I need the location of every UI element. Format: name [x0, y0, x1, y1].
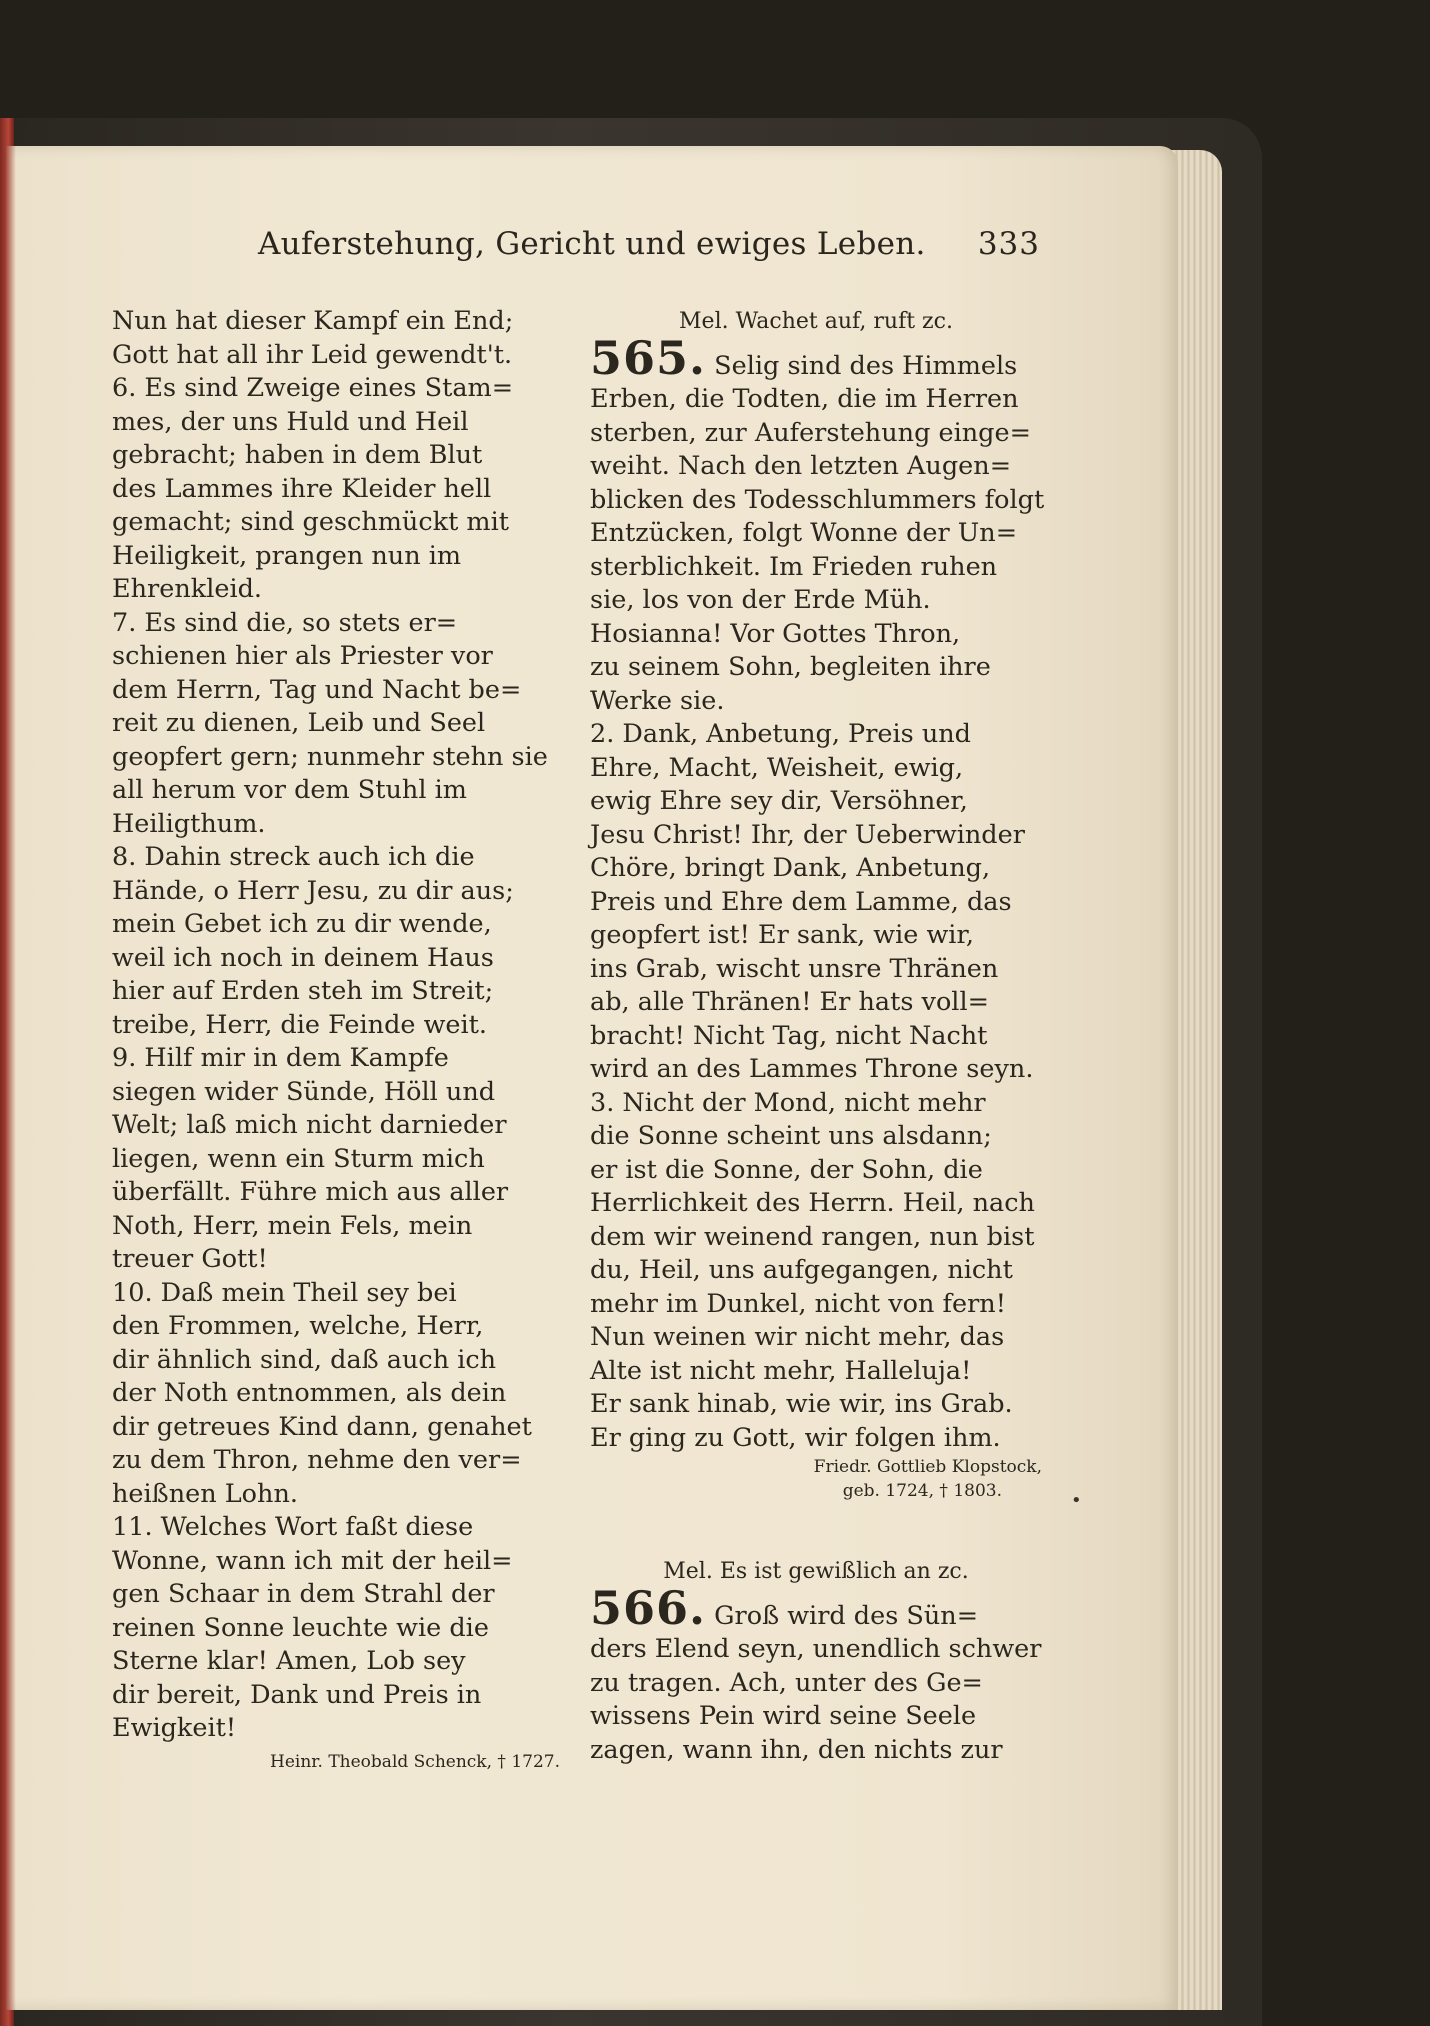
text-line: blicken des Todesschlummers folgt — [590, 484, 1045, 515]
text-line: zu tragen. Ach, unter des Ge= — [590, 1667, 983, 1698]
text-line: Hosianna! Vor Gottes Thron, — [590, 618, 961, 649]
text-line: die Sonne scheint uns alsdann; — [590, 1121, 992, 1151]
text-line: ewig Ehre sey dir, Versöhner, — [590, 786, 968, 816]
text-line: reinen Sonne leuchte wie die — [112, 1612, 489, 1643]
text-line: mehr im Dunkel, nicht von fern! — [590, 1288, 1006, 1319]
text-line: 2. Dank, Anbetung, Preis und — [590, 719, 972, 749]
text-line: dem Herrn, Tag und Nacht be= — [112, 674, 522, 705]
text-line: des Lammes ihre Kleider hell — [112, 473, 492, 504]
text-line: gen Schaar in dem Strahl der — [112, 1579, 495, 1609]
text-line: dir getreues Kind dann, genahet — [112, 1411, 532, 1442]
text-line: 9. Hilf mir in dem Kampfe — [112, 1043, 449, 1073]
text-line: gebracht; haben in dem Blut — [112, 440, 483, 470]
text-line: mes, der uns Huld und Heil — [112, 406, 469, 437]
text-line: du, Heil, uns aufgegangen, nicht — [590, 1255, 1013, 1285]
text-line: reit zu dienen, Leib und Seel — [112, 708, 486, 738]
text-line: 7. Es sind die, so stets er= — [112, 607, 458, 638]
text-line: Wonne, wann ich mit der heil= — [112, 1545, 513, 1576]
text-line: treuer Gott! — [112, 1244, 268, 1274]
text-line: sie, los von der Erde Müh. — [590, 585, 931, 615]
text-line: zu dem Thron, nehme den ver= — [112, 1445, 522, 1475]
text-line: geopfert ist! Er sank, wie wir, — [590, 920, 974, 950]
text-line: weiht. Nach den letzten Augen= — [590, 451, 1012, 481]
text-line: weil ich noch in deinem Haus — [112, 942, 494, 973]
text-line: Hände, o Herr Jesu, zu dir aus; — [112, 875, 514, 906]
text-line: liegen, wenn ein Sturm mich — [112, 1143, 485, 1174]
ink-speck: • — [1071, 1490, 1082, 1511]
text-line: mein Gebet ich zu dir wende, — [112, 909, 492, 939]
text-line: wird an des Lammes Throne seyn. — [590, 1054, 1034, 1084]
left-column — [112, 305, 560, 1774]
running-head — [258, 226, 1040, 274]
text-line: Entzücken, folgt Wonne der Un= — [590, 518, 1018, 548]
hymn-565-number: 565. — [590, 330, 707, 385]
text-line: Chöre, bringt Dank, Anbetung, — [590, 853, 991, 883]
text-line: dir ähnlich sind, daß auch ich — [112, 1344, 497, 1375]
text-line: siegen wider Sünde, Höll und — [112, 1076, 496, 1107]
text-line: Werke sie. — [590, 685, 725, 716]
text-line: zagen, wann ihn, den nichts zur — [590, 1734, 1003, 1765]
hymn-565-first-line-text: Selig sind des Himmels — [714, 350, 1018, 381]
text-line: Jesu Christ! Ihr, der Ueberwinder — [590, 819, 1025, 850]
text-line: Nun weinen wir nicht mehr, das — [590, 1322, 1005, 1352]
text-line: überfällt. Führe mich aus aller — [112, 1177, 509, 1207]
text-line: sterben, zur Auferstehung einge= — [590, 417, 1031, 448]
text-line: dir bereit, Dank und Preis in — [112, 1679, 482, 1710]
text-line: all herum vor dem Stuhl im — [112, 775, 467, 805]
text-line: Ehrenkleid. — [112, 574, 263, 604]
text-line: Alte ist nicht mehr, Halleluja! — [590, 1355, 972, 1386]
text-line: Ewigkeit! — [112, 1713, 237, 1743]
text-line: er ist die Sonne, der Sohn, die — [590, 1154, 983, 1185]
hymn-565-signature-name: Friedr. Gottlieb Klopstock, — [813, 1457, 1042, 1477]
text-line: der Noth entnommen, als dein — [112, 1378, 507, 1408]
text-line: dem wir weinend rangen, nun bist — [590, 1221, 1035, 1252]
text-line: bracht! Nicht Tag, nicht Nacht — [590, 1020, 988, 1051]
text-line: Heiligthum. — [112, 808, 266, 839]
text-line: treibe, Herr, die Feinde weit. — [112, 1009, 488, 1040]
text-line: 8. Dahin streck auch ich die — [112, 842, 475, 872]
text-line: Heiligkeit, prangen nun im — [112, 540, 462, 571]
text-line: hier auf Erden steh im Streit; — [112, 976, 494, 1006]
text-line: Herrlichkeit des Herrn. Heil, nach — [590, 1188, 1035, 1218]
text-line: Nun hat dieser Kampf ein End; — [112, 306, 514, 336]
text-line: 11. Welches Wort faßt diese — [112, 1512, 474, 1542]
text-line: 6. Es sind Zweige eines Stam= — [112, 373, 514, 403]
right-column — [590, 305, 1045, 1767]
page-number: 333 — [977, 226, 1040, 262]
hymn-spacer — [590, 1503, 1042, 1555]
text-line: Er ging zu Gott, wir folgen ihm. — [590, 1422, 1001, 1453]
text-line: Er sank hinab, wie wir, ins Grab. — [590, 1389, 1013, 1419]
text-line: den Frommen, welche, Herr, — [112, 1311, 484, 1341]
hymn-566-first-line — [590, 1580, 1042, 1635]
text-line: Sterne klar! Amen, Lob sey — [112, 1646, 466, 1676]
hymn-566-lines — [590, 1633, 1042, 1767]
hymn-566-first-line-text: Groß wird des Sün= — [714, 1600, 979, 1631]
text-line: sterblichkeit. Im Frieden ruhen — [590, 551, 998, 582]
text-line: gemacht; sind geschmückt mit — [112, 507, 510, 537]
hymn-565-melody: Mel. Wachet auf, ruft zc. — [679, 309, 953, 334]
text-line: Gott hat all ihr Leid gewendt't. — [112, 339, 513, 370]
hymn-566-melody: Mel. Es ist gewißlich an zc. — [663, 1559, 969, 1584]
left-column-lines — [112, 305, 560, 1746]
running-head-title: Auferstehung, Gericht und ewiges Leben. — [258, 226, 926, 262]
text-line: geopfert gern; nunmehr stehn sie — [112, 741, 548, 772]
text-line: Erben, die Todten, die im Herren — [590, 384, 1019, 414]
text-line: Preis und Ehre dem Lamme, das — [590, 886, 1012, 917]
text-line: Ehre, Macht, Weisheit, ewig, — [590, 752, 964, 783]
hymn-565-first-line — [590, 330, 1042, 385]
text-line: 10. Daß mein Theil sey bei — [112, 1277, 457, 1308]
text-line: ders Elend seyn, unendlich schwer — [590, 1634, 1042, 1664]
text-line: ab, alle Thränen! Er hats voll= — [590, 987, 989, 1017]
hymn-566-number: 566. — [590, 1580, 707, 1635]
text-line: wissens Pein wird seine Seele — [590, 1701, 977, 1731]
text-line: 3. Nicht der Mond, nicht mehr — [590, 1087, 986, 1118]
hymn-565-lines — [590, 383, 1045, 1455]
gutter-shadow — [6, 146, 16, 2010]
text-line: zu seinem Sohn, begleiten ihre — [590, 652, 991, 682]
text-line: ins Grab, wischt unsre Thränen — [590, 953, 999, 984]
hymn-565-signature-dates: geb. 1724, † 1803. — [842, 1481, 1002, 1501]
text-line: Welt; laß mich nicht darnieder — [112, 1110, 507, 1140]
left-signature: Heinr. Theobald Schenck, † 1727. — [270, 1751, 560, 1772]
text-line: schienen hier als Priester vor — [112, 641, 493, 671]
text-line: heißnen Lohn. — [112, 1478, 298, 1509]
text-line: Noth, Herr, mein Fels, mein — [112, 1210, 473, 1241]
